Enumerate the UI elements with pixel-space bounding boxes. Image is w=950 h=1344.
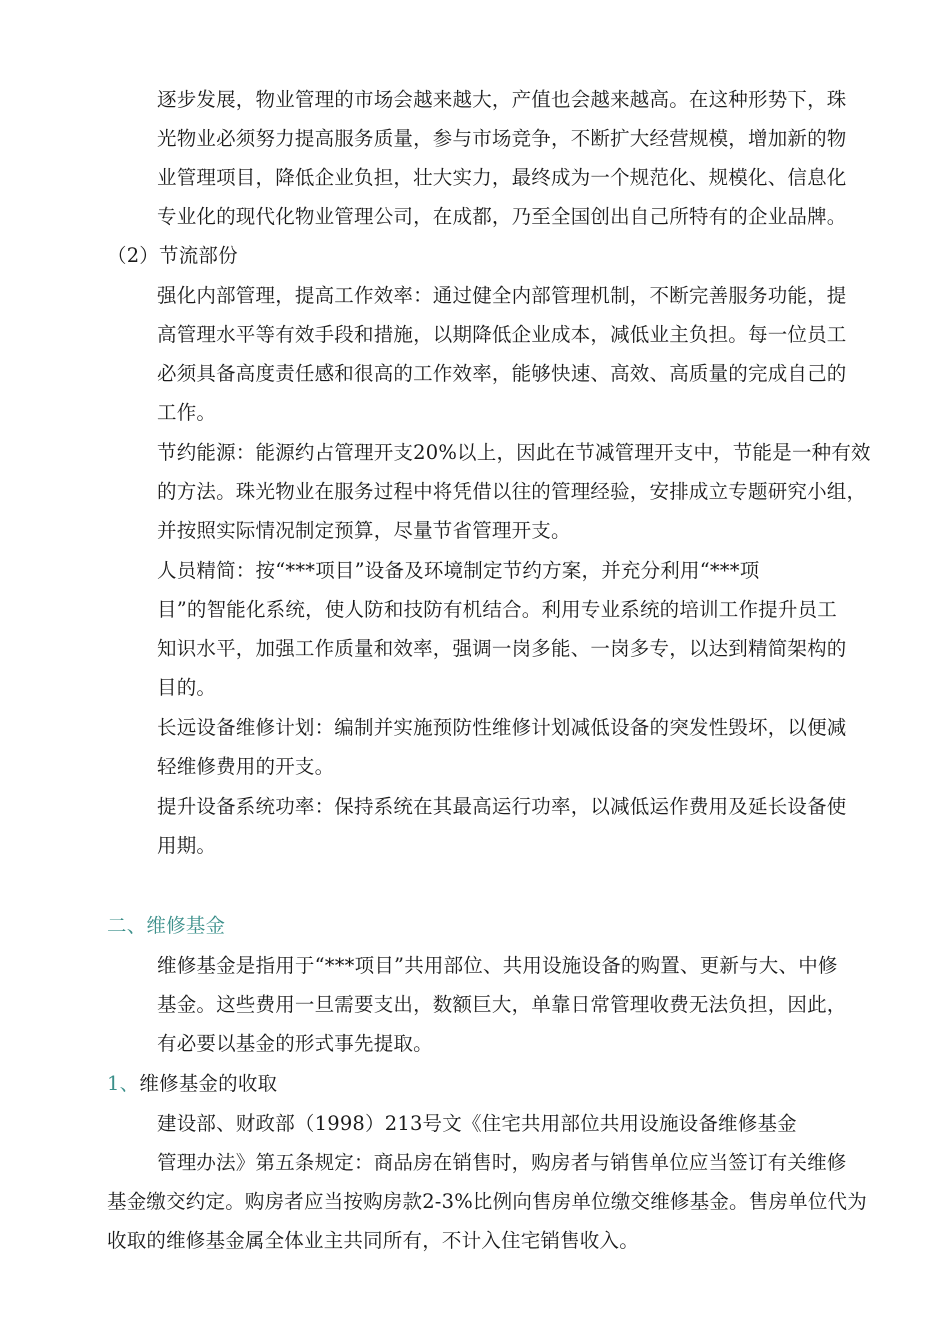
internal-mgmt-line-4: 工作。 <box>157 401 217 424</box>
maintenance-plan-line-1: 长远设备维修计划：编制并实施预防性维修计划减低设备的突发性毁坏，以便减 <box>157 716 847 739</box>
para1-line-1: 逐步发展，物业管理的市场会越来越大，产值也会越来越高。在这种形势下，珠 <box>157 88 847 111</box>
energy-line-3: 并按照实际情况制定预算，尽量节省管理开支。 <box>157 519 571 542</box>
internal-mgmt-line-3: 必须具备高度责任感和很高的工作效率，能够快速、高效、高质量的完成自己的 <box>157 362 847 385</box>
collection-heading-text: 维修基金的收取 <box>139 1072 278 1095</box>
collection-heading <box>107 1072 277 1096</box>
maintenance-plan-line-2: 轻维修费用的开支。 <box>157 755 335 778</box>
fund-intro-line-2: 基金。这些费用一旦需要支出，数额巨大，单靠日常管理收费无法负担，因此， <box>157 993 847 1016</box>
fund-section-heading: 二、维修基金 <box>107 914 226 937</box>
staff-line-1: 人员精简：按“***项目”设备及环境制定节约方案，并充分利用“***项 <box>157 559 760 582</box>
internal-mgmt-line-1: 强化内部管理，提高工作效率：通过健全内部管理机制，不断完善服务功能，提 <box>157 284 847 307</box>
fund-intro-line-1: 维修基金是指用于“***项目”共用部位、共用设施设备的购置、更新与大、中修 <box>157 954 838 977</box>
efficiency-line-1: 提升设备系统功率：保持系统在其最高运行功率，以减低运作费用及延长设备使 <box>157 795 847 818</box>
collection-line-2: 管理办法》第五条规定：商品房在销售时，购房者与销售单位应当签订有关维修 <box>157 1151 847 1174</box>
collection-heading-number: 1、 <box>107 1072 140 1095</box>
para1-line-2: 光物业必须努力提高服务质量，参与市场竞争，不断扩大经营规模，增加新的物 <box>157 127 847 150</box>
collection-line-3: 基金缴交约定。购房者应当按购房款2-3%比例向售房单位缴交维修基金。售房单位代为 <box>107 1190 867 1213</box>
staff-line-4: 目的。 <box>157 676 217 699</box>
section-heading-cost-saving: （2）节流部份 <box>107 244 238 267</box>
internal-mgmt-line-2: 高管理水平等有效手段和措施，以期降低企业成本，减低业主负担。每一位员工 <box>157 323 847 346</box>
fund-intro-line-3: 有必要以基金的形式事先提取。 <box>157 1032 433 1055</box>
staff-line-3: 知识水平，加强工作质量和效率，强调一岗多能、一岗多专，以达到精简架构的 <box>157 637 847 660</box>
collection-line-4: 收取的维修基金属全体业主共同所有，不计入住宅销售收入。 <box>107 1229 639 1252</box>
energy-line-1: 节约能源：能源约占管理开支20%以上，因此在节减管理开支中，节能是一种有效 <box>157 441 871 464</box>
collection-line-1: 建设部、财政部（1998）213号文《住宅共用部位共用设施设备维修基金 <box>157 1112 797 1135</box>
efficiency-line-2: 用期。 <box>157 834 217 857</box>
staff-line-2: 目”的智能化系统，使人防和技防有机结合。利用专业系统的培训工作提升员工 <box>157 598 837 621</box>
energy-line-2: 的方法。珠光物业在服务过程中将凭借以往的管理经验，安排成立专题研究小组， <box>157 480 867 503</box>
para1-line-3: 业管理项目，降低企业负担，壮大实力，最终成为一个规范化、规模化、信息化 <box>157 166 847 189</box>
para1-line-4: 专业化的现代化物业管理公司，在成都，乃至全国创出自己所特有的企业品牌。 <box>157 205 847 228</box>
